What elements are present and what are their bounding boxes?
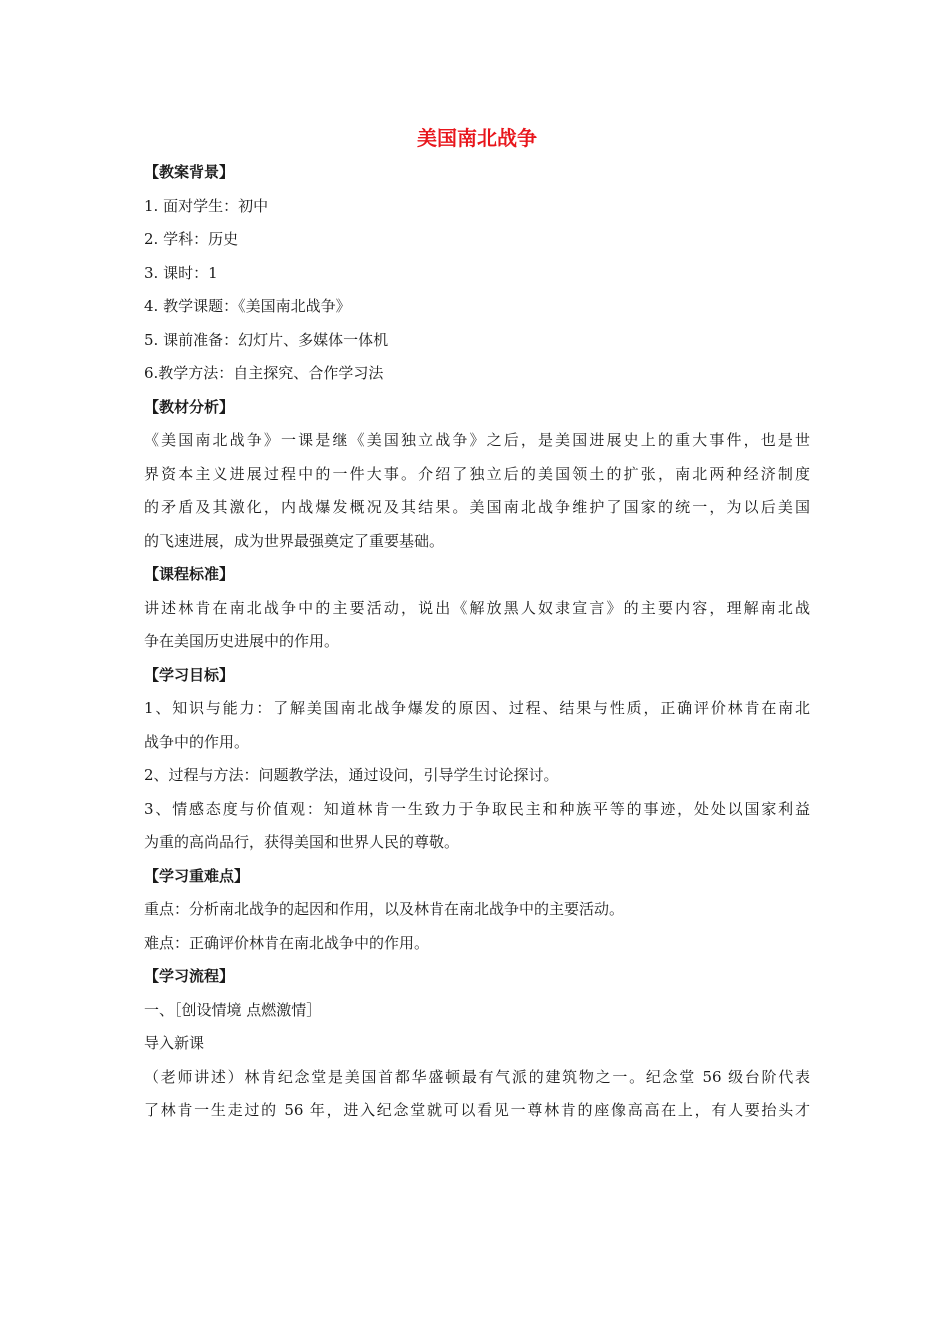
section-heading-process: 【学习流程】 xyxy=(144,967,235,985)
section-heading-standard: 【课程标准】 xyxy=(144,565,235,583)
analysis-line: 《美国南北战争》一课是继《美国独立战争》之后，是美国进展史上的重大事件，也是世 xyxy=(144,431,810,449)
section-heading-background: 【教案背景】 xyxy=(144,163,235,181)
analysis-line: 的矛盾及其激化，内战爆发概况及其结果。美国南北战争维护了国家的统一，为以后美国 xyxy=(144,498,810,516)
background-item: 3. 课时：1 xyxy=(144,263,218,282)
background-item: 4. 教学课题：《美国南北战争》 xyxy=(144,297,351,315)
objective-line: 为重的高尚品行，获得美国和世界人民的尊敬。 xyxy=(144,833,460,851)
document-body xyxy=(144,122,810,1128)
section-heading-keypoints: 【学习重难点】 xyxy=(144,866,250,885)
process-line: 一、［创设情境 点燃激情］ xyxy=(144,1000,322,1019)
background-item: 6.教学方法：自主探究、合作学习法 xyxy=(144,364,384,382)
background-item: 1. 面对学生：初中 xyxy=(144,196,269,215)
document-title: 美国南北战争 xyxy=(417,126,537,150)
keypoint-line: 重点：分析南北战争的起因和作用，以及林肯在南北战争中的主要活动。 xyxy=(144,900,625,918)
background-item: 2. 学科：历史 xyxy=(144,230,239,248)
standard-line: 讲述林肯在南北战争中的主要活动，说出《解放黑人奴隶宣言》的主要内容，理解南北战 xyxy=(144,598,810,617)
keypoint-line: 难点：正确评价林肯在南北战争中的作用。 xyxy=(144,933,430,952)
process-line: （老师讲述）林肯纪念堂是美国首都华盛顿最有气派的建筑物之一。纪念堂 56 级台阶代表 xyxy=(144,1067,810,1086)
process-line: 了林肯一生走过的 56 年，进入纪念堂就可以看见一尊林肯的座像高高在上，有人要抬头才 xyxy=(144,1101,810,1119)
objective-line: 1、知识与能力：了解美国南北战争爆发的原因、过程、结果与性质，正确评价林肯在南北 xyxy=(144,699,810,717)
background-item: 5. 课前准备：幻灯片、多媒体一体机 xyxy=(144,330,389,349)
standard-line: 争在美国历史进展中的作用。 xyxy=(144,632,340,650)
analysis-line: 界资本主义进展过程中的一件大事。介绍了独立后的美国领土的扩张，南北两种经济制度 xyxy=(144,464,810,483)
analysis-line: 的飞速进展，成为世界最强奠定了重要基础。 xyxy=(144,531,445,550)
objective-line: 3、情感态度与价值观：知道林肯一生致力于争取民主和种族平等的事迹，处处以国家利益 xyxy=(144,799,810,818)
objective-line: 2、过程与方法：问题教学法，通过设问，引导学生讨论探讨。 xyxy=(144,766,559,784)
process-line: 导入新课 xyxy=(144,1034,205,1052)
section-heading-analysis: 【教材分析】 xyxy=(144,397,235,416)
objective-line: 战争中的作用。 xyxy=(144,732,250,751)
section-heading-objectives: 【学习目标】 xyxy=(144,665,235,684)
